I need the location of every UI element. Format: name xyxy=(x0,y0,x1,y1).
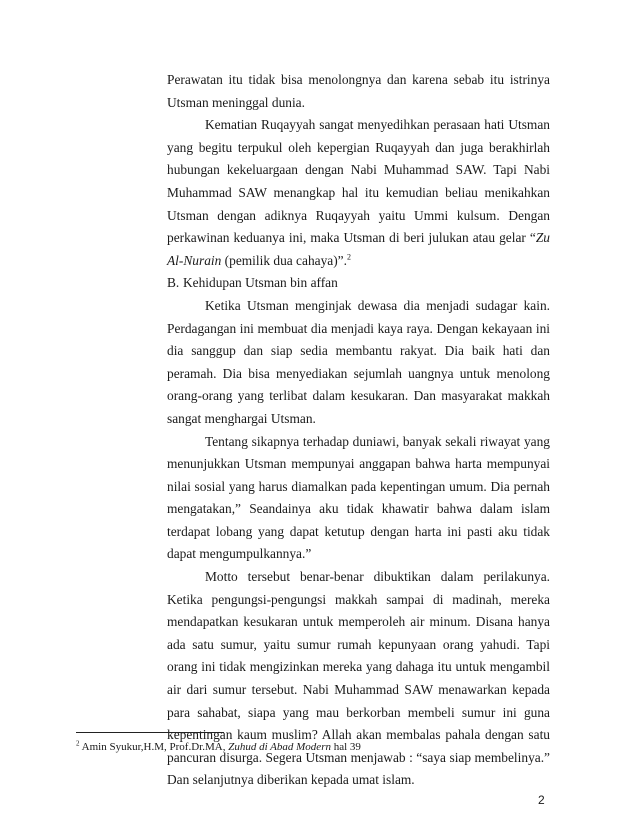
paragraph-4: Tentang sikapnya terhadap duniawi, banyak sekali riwayat yang menunjukkan Utsman mempunyai anggapan bahwa harta mempunyai nilai sosial yang harus diamalkan pada kepentingan umum. Dia pernah mengatakan,” Seandainya aku tidak khawatir bahwa dalam islam terdapat lobang yang dapat ketutup dengan harta ini pasti aku tidak dapat mengumpulkannya.” xyxy=(167,433,550,562)
paragraph-2-end: (pemilik dua cahaya)”. xyxy=(221,252,347,268)
paragraph-1: Perawatan itu tidak bisa menolongnya dan karena sebab itu istrinya Utsman meninggal dunia. xyxy=(167,72,550,110)
paragraph-2-text: Kematian Ruqayyah sangat menyedihkan perasaan hati Utsman yang begitu terpukul oleh kepergian Ruqayyah dan juga berakhirlah hubungan kekeluargaan dengan Nabi Muhammad SAW. Tapi Nabi Muhammad SAW menangkap hal itu kemudian beliau menikahkan Utsman dengan adiknya Ruqayyah yaitu Ummi kulsum. Dengan perkawinan keduanya ini, maka Utsman di beri julukan atau gelar “ xyxy=(167,117,550,246)
document-body xyxy=(167,69,550,792)
section-title: Kehidupan Utsman bin affan xyxy=(183,275,338,291)
footnote-page: hal 39 xyxy=(330,741,361,753)
footnote-book-title: Zuhud di Abad Modern xyxy=(228,741,331,753)
paragraph-5: Motto tersebut benar-benar dibuktikan dalam perilakunya. Ketika pengungsi-pengungsi makkah sampai di madinah, mereka mendapatkan kesukaran untuk memperoleh air minum. Disana hanya ada satu sumur, yaitu sumur rumah kepunyaan orang yahudi. Tapi orang ini tidak mengizinkan mereka yang dahaga itu untuk mengambil air dari sumur tersebut. Nabi Muhammad SAW menawarkan kepada para sahabat, siapa yang mau berkorban membeli sumur ini guna kepentingan kaum muslim? Allah akan membalas pahala dengan satu pancuran disurga. Segera Utsman menjawab : “saya siap membelinya.” Dan selanjutnya diberikan kepada umat islam. xyxy=(167,569,550,788)
paragraph-3: Ketika Utsman menginjak dewasa dia menjadi sudagar kain. Perdagangan ini membuat dia menjadi kaya raya. Dengan kekayaan ini dia sanggup dan siap sedia membantu rakyat. Dia baik hati dan peramah. Dia bisa menyediakan sejumlah uangnya untuk menolong orang-orang yang terlibat dalam kesukaran. Dan masyarakat makkah sangat menghargai Utsman. xyxy=(167,297,550,426)
footnote-reference[interactable]: 2 xyxy=(346,252,351,262)
section-heading xyxy=(167,272,550,295)
page-number: 2 xyxy=(538,793,545,807)
footnote xyxy=(76,740,361,754)
footnote-divider xyxy=(76,732,224,733)
footnote-text: Amin Syukur,H.M, Prof.Dr.MA, xyxy=(81,741,229,753)
footnote-number: 2 xyxy=(76,739,80,748)
paragraph-2 xyxy=(167,114,550,272)
paragraph-2-italic: Zu Al-Nurain xyxy=(167,230,550,268)
section-letter: B. xyxy=(167,275,180,291)
